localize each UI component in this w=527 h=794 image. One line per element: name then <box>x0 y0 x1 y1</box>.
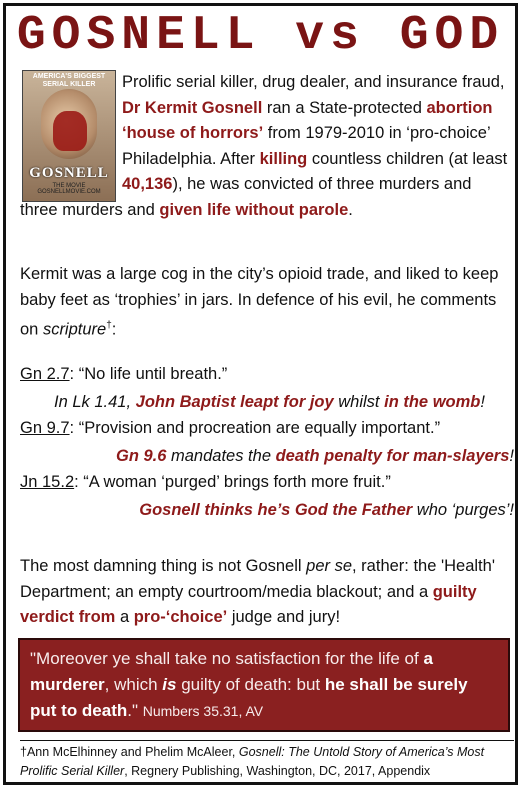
book-title: Gosnell: The Untold Story of America’s Most Prolific Serial Killer <box>20 745 485 778</box>
scripture-quote-box: "Moreover ye shall take no satisfaction for the life of a murderer, which is guilty of death: but he shall be surely put to death." Numbers 35.31, AV <box>18 638 510 732</box>
claim-reference: Gn 2.7 <box>20 365 70 383</box>
claim-row: Gn 2.7: “No life until breath.” <box>20 365 228 383</box>
claim-row: Jn 15.2: “A woman ‘purged’ brings forth more fruit.” <box>20 473 391 491</box>
claim-reference: Jn 15.2 <box>20 473 75 491</box>
rebuttal-row: Gn 9.6 mandates the death penalty for man-slayers! <box>115 447 514 465</box>
intro-paragraph-end: three murders and given life without parole. <box>20 201 353 219</box>
intro-paragraph: Prolific serial killer, drug dealer, and insurance fraud, Dr Kermit Gosnell ran a State-protected abortion ‘house of horrors’ from 1979-2010 in ‘pro-choice’ Philadelphia. After killing countless children (at least 40,136), he was convicted of three murders and <box>122 73 508 193</box>
cover-subtitle: THE MOVIE GOSNELLMOVIE.COM <box>37 183 101 195</box>
rebuttal-row: Gosnell thinks he’s God the Father who ‘purges’! <box>139 501 514 519</box>
cover-name: GOSNELL <box>29 165 109 181</box>
cover-tagline: AMERICA'S BIGGEST SERIAL KILLER <box>32 73 106 88</box>
footnote-marker: † <box>106 320 112 331</box>
page-title: GOSNELL vs GOD <box>16 9 505 63</box>
conclusion-paragraph: The most damning thing is not Gosnell per se, rather: the 'Health' Department; an empty courtroom/media blackout; and a guilty verdict from a pro-‘choice’ judge and jury! <box>20 557 495 626</box>
book-cover-image <box>22 70 116 202</box>
poster-frame <box>3 3 518 785</box>
rebuttal-row: In Lk 1.41, John Baptist leapt for joy whilst in the womb! <box>54 393 485 411</box>
quote-reference: Numbers 35.31, AV <box>142 703 264 719</box>
footnote: †Ann McElhinney and Phelim McAleer, Gosnell: The Untold Story of America’s Most Prolific Serial Killer, Regnery Publishing, Washington, DC, 2017, Appendix <box>20 740 514 781</box>
trade-paragraph: Kermit was a large cog in the city’s opioid trade, and liked to keep baby feet as ‘trophies’ in jars. In defence of his evil, he comments on scripture†: <box>20 265 499 339</box>
claim-row: Gn 9.7: “Provision and procreation are equally important.” <box>20 419 441 437</box>
cover-bloody-hand-image <box>53 111 87 151</box>
claim-reference: Gn 9.7 <box>20 419 70 437</box>
